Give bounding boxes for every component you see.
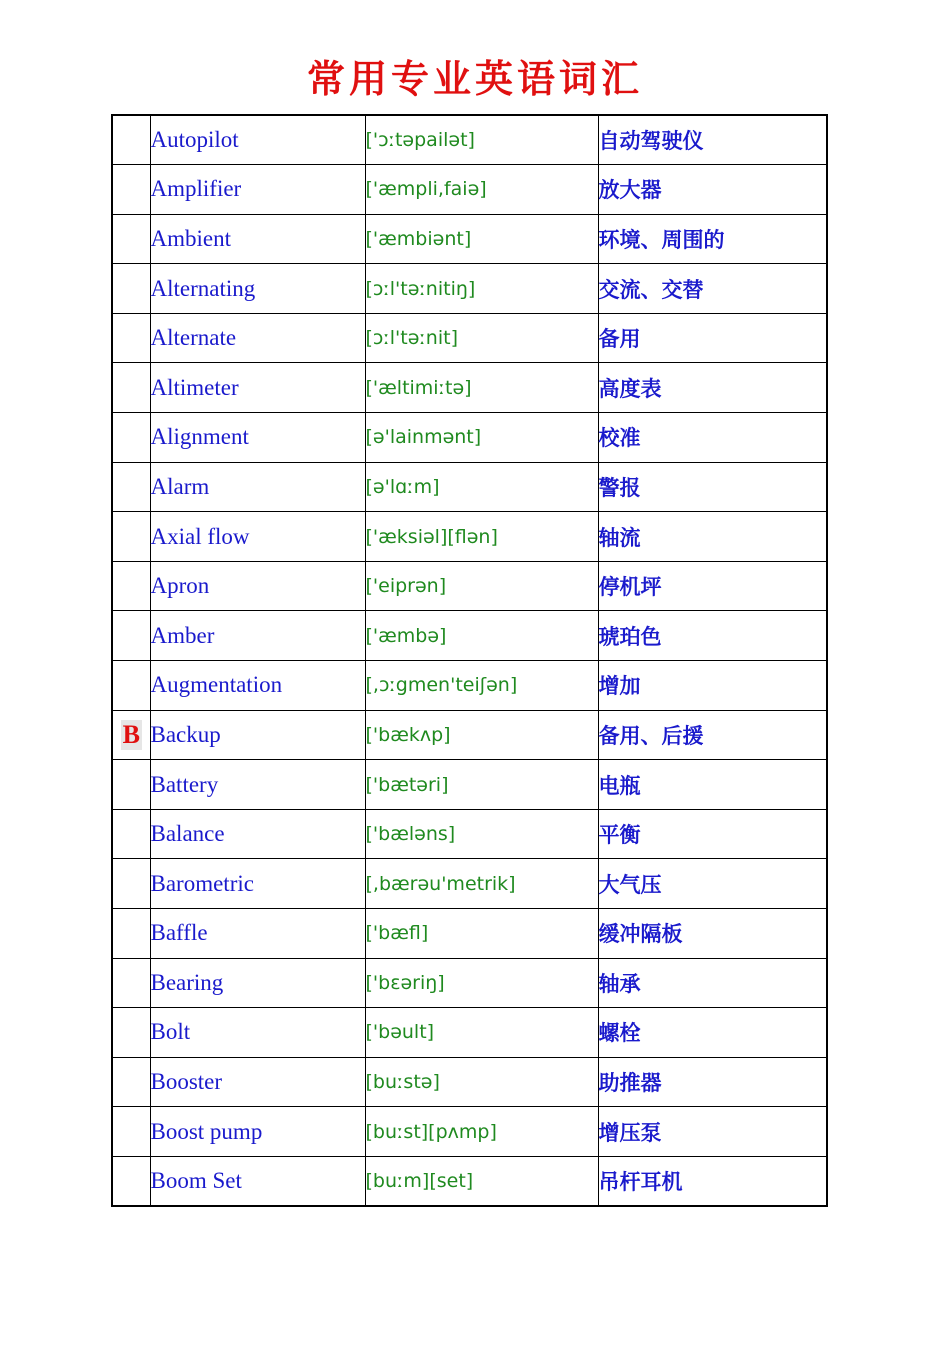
term-cell: Battery [150,760,365,810]
table-row [112,115,827,165]
section-letter-cell [112,1057,150,1107]
section-letter-cell [112,710,150,760]
phonetic-cell: ['æmbə] [365,611,598,661]
page-title: 常用专业英语词汇 [306,56,643,101]
term-cell: Bolt [150,1008,365,1058]
table-row [112,859,827,909]
table-row [112,958,827,1008]
phonetic-cell: ['bækʌp] [365,710,598,760]
chinese-cell: 大气压 [598,859,827,909]
table-row [112,1057,827,1107]
table-row [112,512,827,562]
phonetic-cell: [,bærəu'metrik] [365,859,598,909]
table-row [112,809,827,859]
phonetic-cell: [buːst][pʌmp] [365,1107,598,1157]
chinese-cell: 放大器 [598,165,827,215]
chinese-cell: 交流、交替 [598,264,827,314]
phonetic-cell: [ɔːl'təːnit] [365,313,598,363]
term-cell: Barometric [150,859,365,909]
table-row [112,611,827,661]
term-cell: Boom Set [150,1156,365,1206]
term-cell: Balance [150,809,365,859]
section-letter: B [122,719,140,749]
phonetic-cell: [buːm][set] [365,1156,598,1206]
chinese-cell: 警报 [598,462,827,512]
section-letter-cell [112,313,150,363]
chinese-cell: 备用、后援 [598,710,827,760]
chinese-cell: 备用 [598,313,827,363]
chinese-cell: 缓冲隔板 [598,909,827,959]
term-cell: Ambient [150,214,365,264]
term-cell: Baffle [150,909,365,959]
chinese-cell: 轴流 [598,512,827,562]
term-cell: Alignment [150,413,365,463]
phonetic-cell: ['bæfl] [365,909,598,959]
chinese-cell: 自动驾驶仪 [598,115,827,165]
table-row [112,561,827,611]
phonetic-cell: ['bæləns] [365,809,598,859]
section-letter-cell [112,413,150,463]
chinese-cell: 电瓶 [598,760,827,810]
table-row [112,413,827,463]
section-letter-cell [112,1008,150,1058]
term-cell: Bearing [150,958,365,1008]
phonetic-cell: ['bɛəriŋ] [365,958,598,1008]
phonetic-cell: ['æltimiːtə] [365,363,598,413]
chinese-cell: 高度表 [598,363,827,413]
section-letter-cell [112,760,150,810]
section-letter-cell [112,363,150,413]
chinese-cell: 吊杆耳机 [598,1156,827,1206]
term-cell: Augmentation [150,661,365,711]
section-letter-cell [112,611,150,661]
term-cell: Autopilot [150,115,365,165]
section-letter-cell [112,661,150,711]
chinese-cell: 平衡 [598,809,827,859]
section-letter-cell [112,165,150,215]
table-row [112,165,827,215]
chinese-cell: 环境、周围的 [598,214,827,264]
phonetic-cell: ['bætəri] [365,760,598,810]
term-cell: Altimeter [150,363,365,413]
chinese-cell: 停机坪 [598,561,827,611]
table-row [112,909,827,959]
table-row [112,462,827,512]
chinese-cell: 轴承 [598,958,827,1008]
phonetic-cell: ['æmpli,faiə] [365,165,598,215]
chinese-cell: 琥珀色 [598,611,827,661]
chinese-cell: 螺栓 [598,1008,827,1058]
table-row [112,264,827,314]
term-cell: Boost pump [150,1107,365,1157]
phonetic-cell: [ɔːl'təːnitiŋ] [365,264,598,314]
chinese-cell: 助推器 [598,1057,827,1107]
table-row [112,1107,827,1157]
chinese-cell: 增加 [598,661,827,711]
section-letter-cell [112,462,150,512]
term-cell: Amber [150,611,365,661]
vocabulary-table [111,114,828,1207]
section-letter-cell [112,561,150,611]
phonetic-cell: [,ɔːgmen'teiʃən] [365,661,598,711]
section-letter-cell [112,214,150,264]
table-row [112,313,827,363]
phonetic-cell: [ə'lainmənt] [365,413,598,463]
table-row [112,1008,827,1058]
phonetic-cell: [buːstə] [365,1057,598,1107]
table-row [112,363,827,413]
phonetic-cell: ['bəult] [365,1008,598,1058]
section-letter-cell [112,859,150,909]
term-cell: Amplifier [150,165,365,215]
section-letter-cell [112,809,150,859]
vocabulary-table-body [112,115,827,1206]
table-row [112,710,827,760]
table-row [112,1156,827,1206]
phonetic-cell: ['eiprən] [365,561,598,611]
term-cell: Booster [150,1057,365,1107]
table-row [112,661,827,711]
section-letter-cell [112,115,150,165]
table-row [112,760,827,810]
phonetic-cell: [ə'lɑːm] [365,462,598,512]
term-cell: Backup [150,710,365,760]
term-cell: Apron [150,561,365,611]
term-cell: Axial flow [150,512,365,562]
term-cell: Alternating [150,264,365,314]
phonetic-cell: ['æksiəl][flən] [365,512,598,562]
term-cell: Alternate [150,313,365,363]
section-letter-cell [112,512,150,562]
chinese-cell: 校准 [598,413,827,463]
section-letter-cell [112,264,150,314]
phonetic-cell: ['æmbiənt] [365,214,598,264]
chinese-cell: 增压泵 [598,1107,827,1157]
table-row [112,214,827,264]
section-letter-cell [112,958,150,1008]
section-letter-cell [112,1107,150,1157]
phonetic-cell: ['ɔːtəpailət] [365,115,598,165]
section-letter-cell [112,1156,150,1206]
section-letter-cell [112,909,150,959]
term-cell: Alarm [150,462,365,512]
